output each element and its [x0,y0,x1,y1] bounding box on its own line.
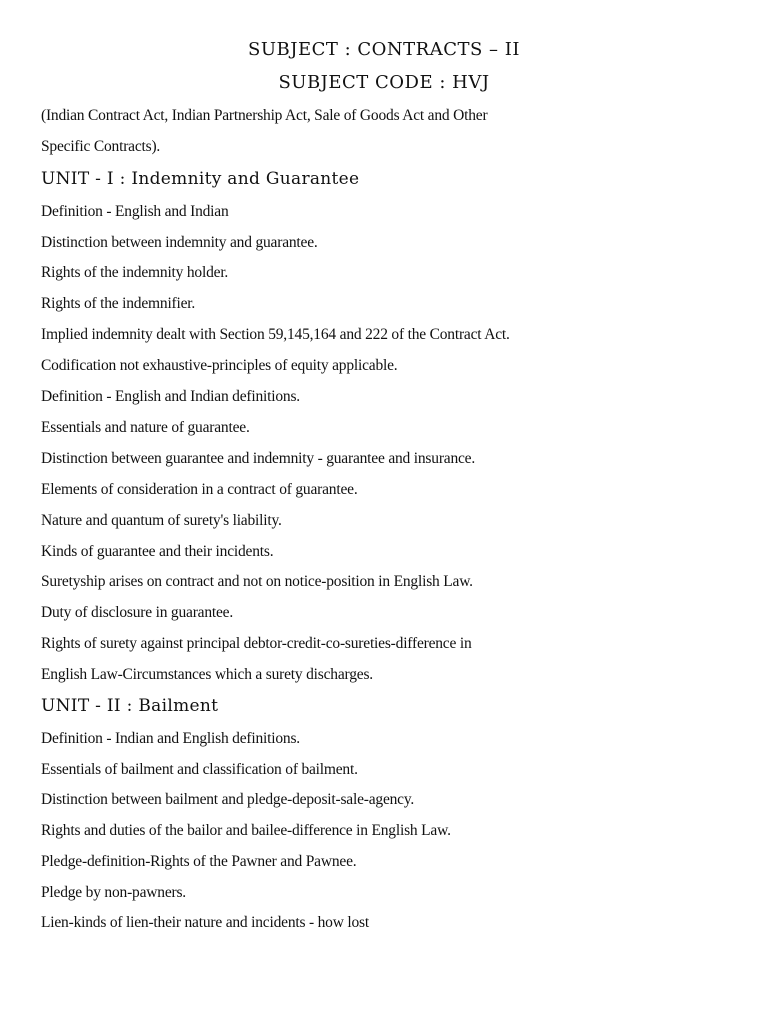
list-item: Essentials of bailment and classification of bailment. [41,761,358,778]
list-item: Pledge by non-pawners. [41,884,186,901]
list-item: Elements of consideration in a contract of guarantee. [41,481,358,498]
list-item: Essentials and nature of guarantee. [41,419,250,436]
list-item: Distinction between bailment and pledge-deposit-sale-agency. [41,791,415,808]
subject-title: SUBJECT : CONTRACTS – II [248,39,520,60]
list-item: Definition - Indian and English definitions. [41,730,300,747]
unit-heading: UNIT - I : Indemnity and Guarantee [41,169,360,189]
list-item: Definition - English and Indian definitions. [41,388,300,405]
list-item: Duty of disclosure in guarantee. [41,604,234,621]
list-item: Distinction between indemnity and guarantee. [41,234,318,251]
list-item: Implied indemnity dealt with Section 59,145,164 and 222 of the Contract Act. [41,326,510,343]
intro-line: Specific Contracts). [41,138,161,155]
subject-code: SUBJECT CODE : HVJ [278,72,490,93]
intro-line: (Indian Contract Act, Indian Partnership Act, Sale of Goods Act and Other [41,107,488,124]
list-item: Kinds of guarantee and their incidents. [41,543,274,560]
list-item: Pledge-definition-Rights of the Pawner and Pawnee. [41,853,357,870]
list-item: Rights of the indemnifier. [41,295,196,312]
list-item: Lien-kinds of lien-their nature and incidents - how lost [41,914,369,931]
list-item: English Law-Circumstances which a surety discharges. [41,666,373,683]
list-item: Rights of surety against principal debtor-credit-co-sureties-difference in [41,635,472,652]
list-item: Codification not exhaustive-principles of equity applicable. [41,357,398,374]
unit-heading: UNIT - II : Bailment [41,696,219,716]
list-item: Rights of the indemnity holder. [41,264,229,281]
list-item: Distinction between guarantee and indemnity - guarantee and insurance. [41,450,476,467]
list-item: Nature and quantum of surety's liability. [41,512,282,529]
list-item: Suretyship arises on contract and not on notice-position in English Law. [41,573,473,590]
list-item: Rights and duties of the bailor and bailee-difference in English Law. [41,822,451,839]
list-item: Definition - English and Indian [41,203,229,220]
